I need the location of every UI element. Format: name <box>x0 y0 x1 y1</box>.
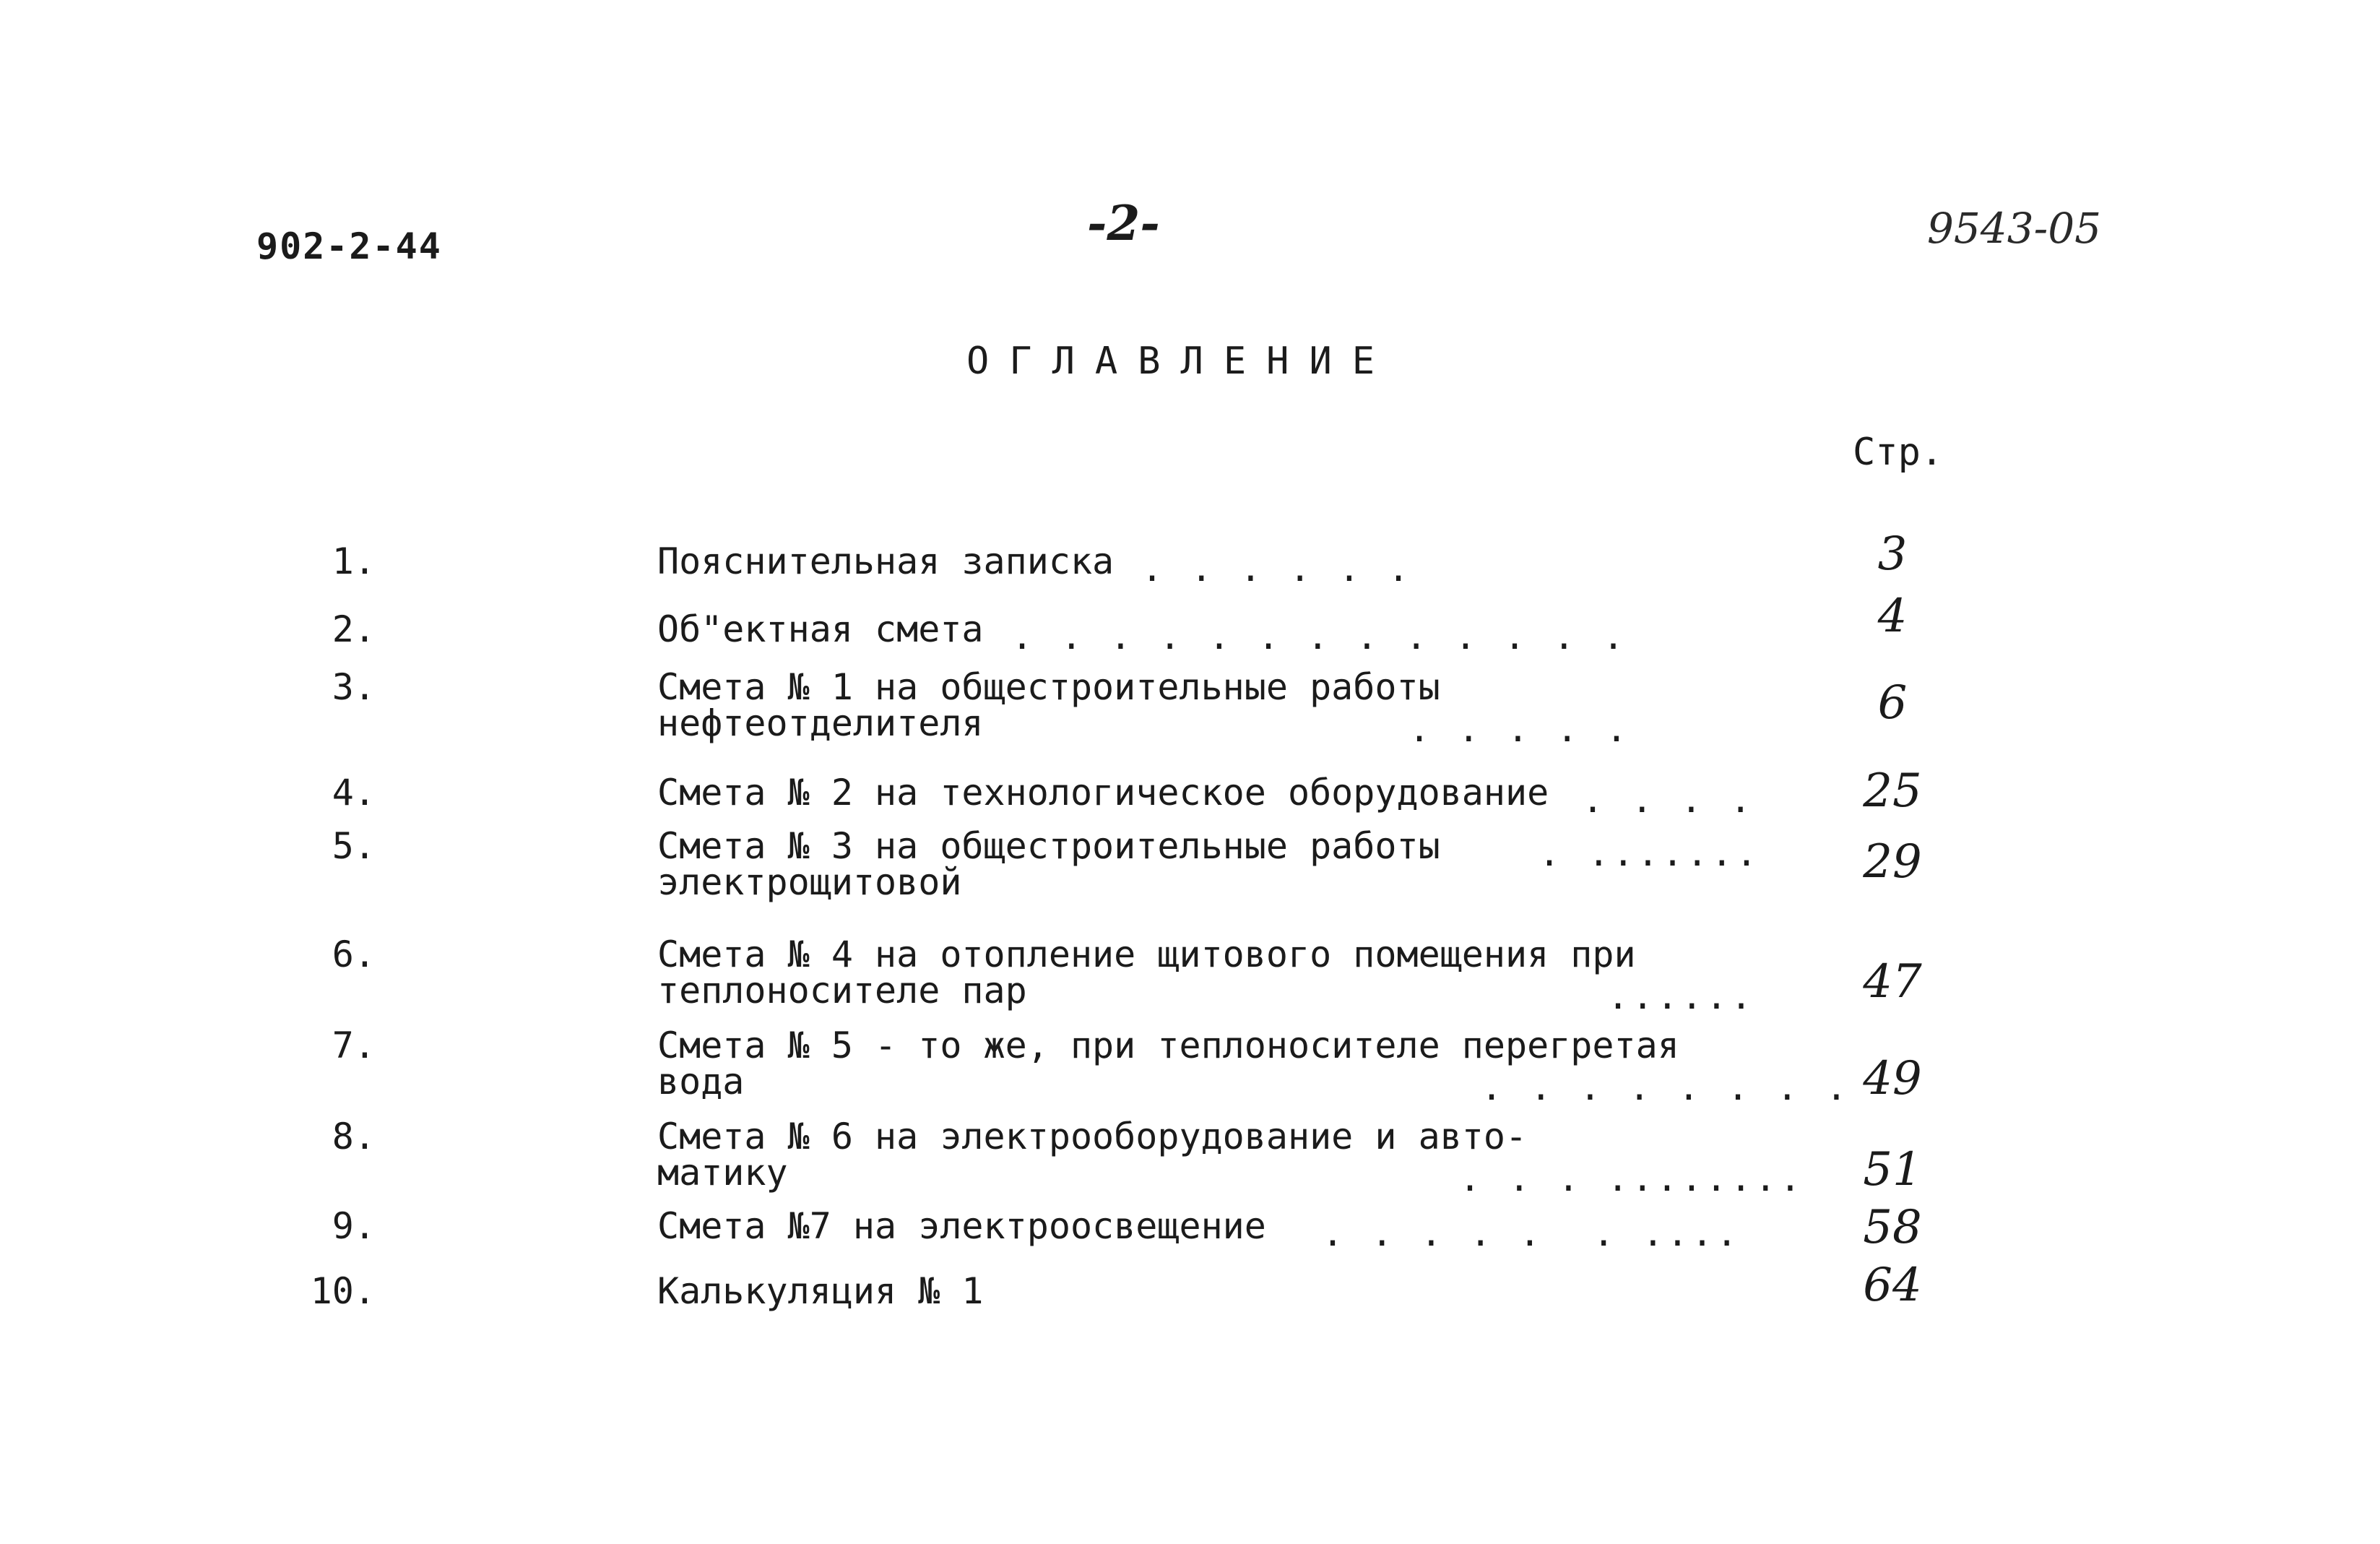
page-column-header: Стр. <box>1853 431 1944 474</box>
leader-dots: . . . . . . . . . . . . . <box>1011 616 1627 657</box>
toc-entry-title: Смета № 2 на технологическое оборудование <box>657 772 1549 814</box>
toc-entry-title: Смета № 6 на электрооборудование и авто- <box>657 1116 1528 1157</box>
toc-entry-number: 3. <box>332 666 376 708</box>
toc-entry-title: Об"ектная смета <box>657 608 984 650</box>
page-title: ОГЛАВЛЕНИЕ <box>966 340 1395 383</box>
page-number: -2- <box>1087 195 1160 251</box>
leader-dots: . . . . . . <box>1141 548 1413 590</box>
toc-entry-title: Смета № 5 - то же, при теплоносителе перегретая <box>657 1025 1679 1066</box>
toc-entry-number: 9. <box>332 1205 376 1247</box>
toc-entry-title-continued: электрощитовой <box>657 861 962 903</box>
toc-entry-page: 25 <box>1863 764 1922 818</box>
toc-entry-page: 47 <box>1863 955 1922 1009</box>
toc-entry-page: 49 <box>1863 1052 1922 1105</box>
document-code-left: 902-2-44 <box>256 225 442 267</box>
leader-dots: . . . . . . .... <box>1322 1212 1741 1254</box>
toc-entry-title-continued: вода <box>657 1061 745 1103</box>
toc-entry-number: 8. <box>332 1116 376 1157</box>
toc-entry-page: 4 <box>1877 590 1908 643</box>
toc-entry-title-continued: нефтеотделителя <box>657 702 984 744</box>
leader-dots: . ....... <box>1539 832 1760 874</box>
toc-entry-title: Смета №7 на электроосвещение <box>657 1205 1266 1247</box>
toc-entry-page: 64 <box>1863 1259 1922 1312</box>
toc-entry-title: Пояснительная записка <box>657 540 1115 582</box>
toc-entry-page: 3 <box>1877 527 1908 581</box>
toc-entry-page: 51 <box>1863 1143 1922 1196</box>
toc-entry-title: Смета № 3 на общестроительные работы <box>657 825 1440 867</box>
toc-entry-number: 5. <box>332 825 376 867</box>
toc-entry-page: 6 <box>1877 676 1908 730</box>
leader-dots: . . . . . . . . <box>1481 1066 1851 1108</box>
leader-dots: . . . . . <box>1408 708 1630 750</box>
toc-entry-title: Калькуляция № 1 <box>657 1270 984 1312</box>
toc-entry-title-continued: теплоносителе пар <box>657 970 1027 1012</box>
leader-dots: ...... <box>1607 975 1755 1017</box>
document-code-right: 9543-05 <box>1927 204 2102 253</box>
toc-entry-number: 7. <box>332 1025 376 1066</box>
toc-entry-number: 6. <box>332 933 376 975</box>
toc-entry-page: 58 <box>1863 1201 1922 1254</box>
leader-dots: . . . . <box>1582 779 1754 821</box>
toc-entry-page: 29 <box>1863 835 1922 889</box>
toc-entry-number: 2. <box>332 608 376 650</box>
toc-entry-title-continued: матику <box>657 1152 788 1194</box>
toc-entry-title: Смета № 1 на общестроительные работы <box>657 666 1440 708</box>
toc-entry-title: Смета № 4 на отопление щитового помещения при <box>657 933 1636 975</box>
toc-entry-number: 4. <box>332 772 376 814</box>
toc-entry-number: 1. <box>332 540 376 582</box>
leader-dots: . . . ........ <box>1459 1157 1804 1199</box>
toc-entry-number: 10. <box>310 1270 376 1312</box>
